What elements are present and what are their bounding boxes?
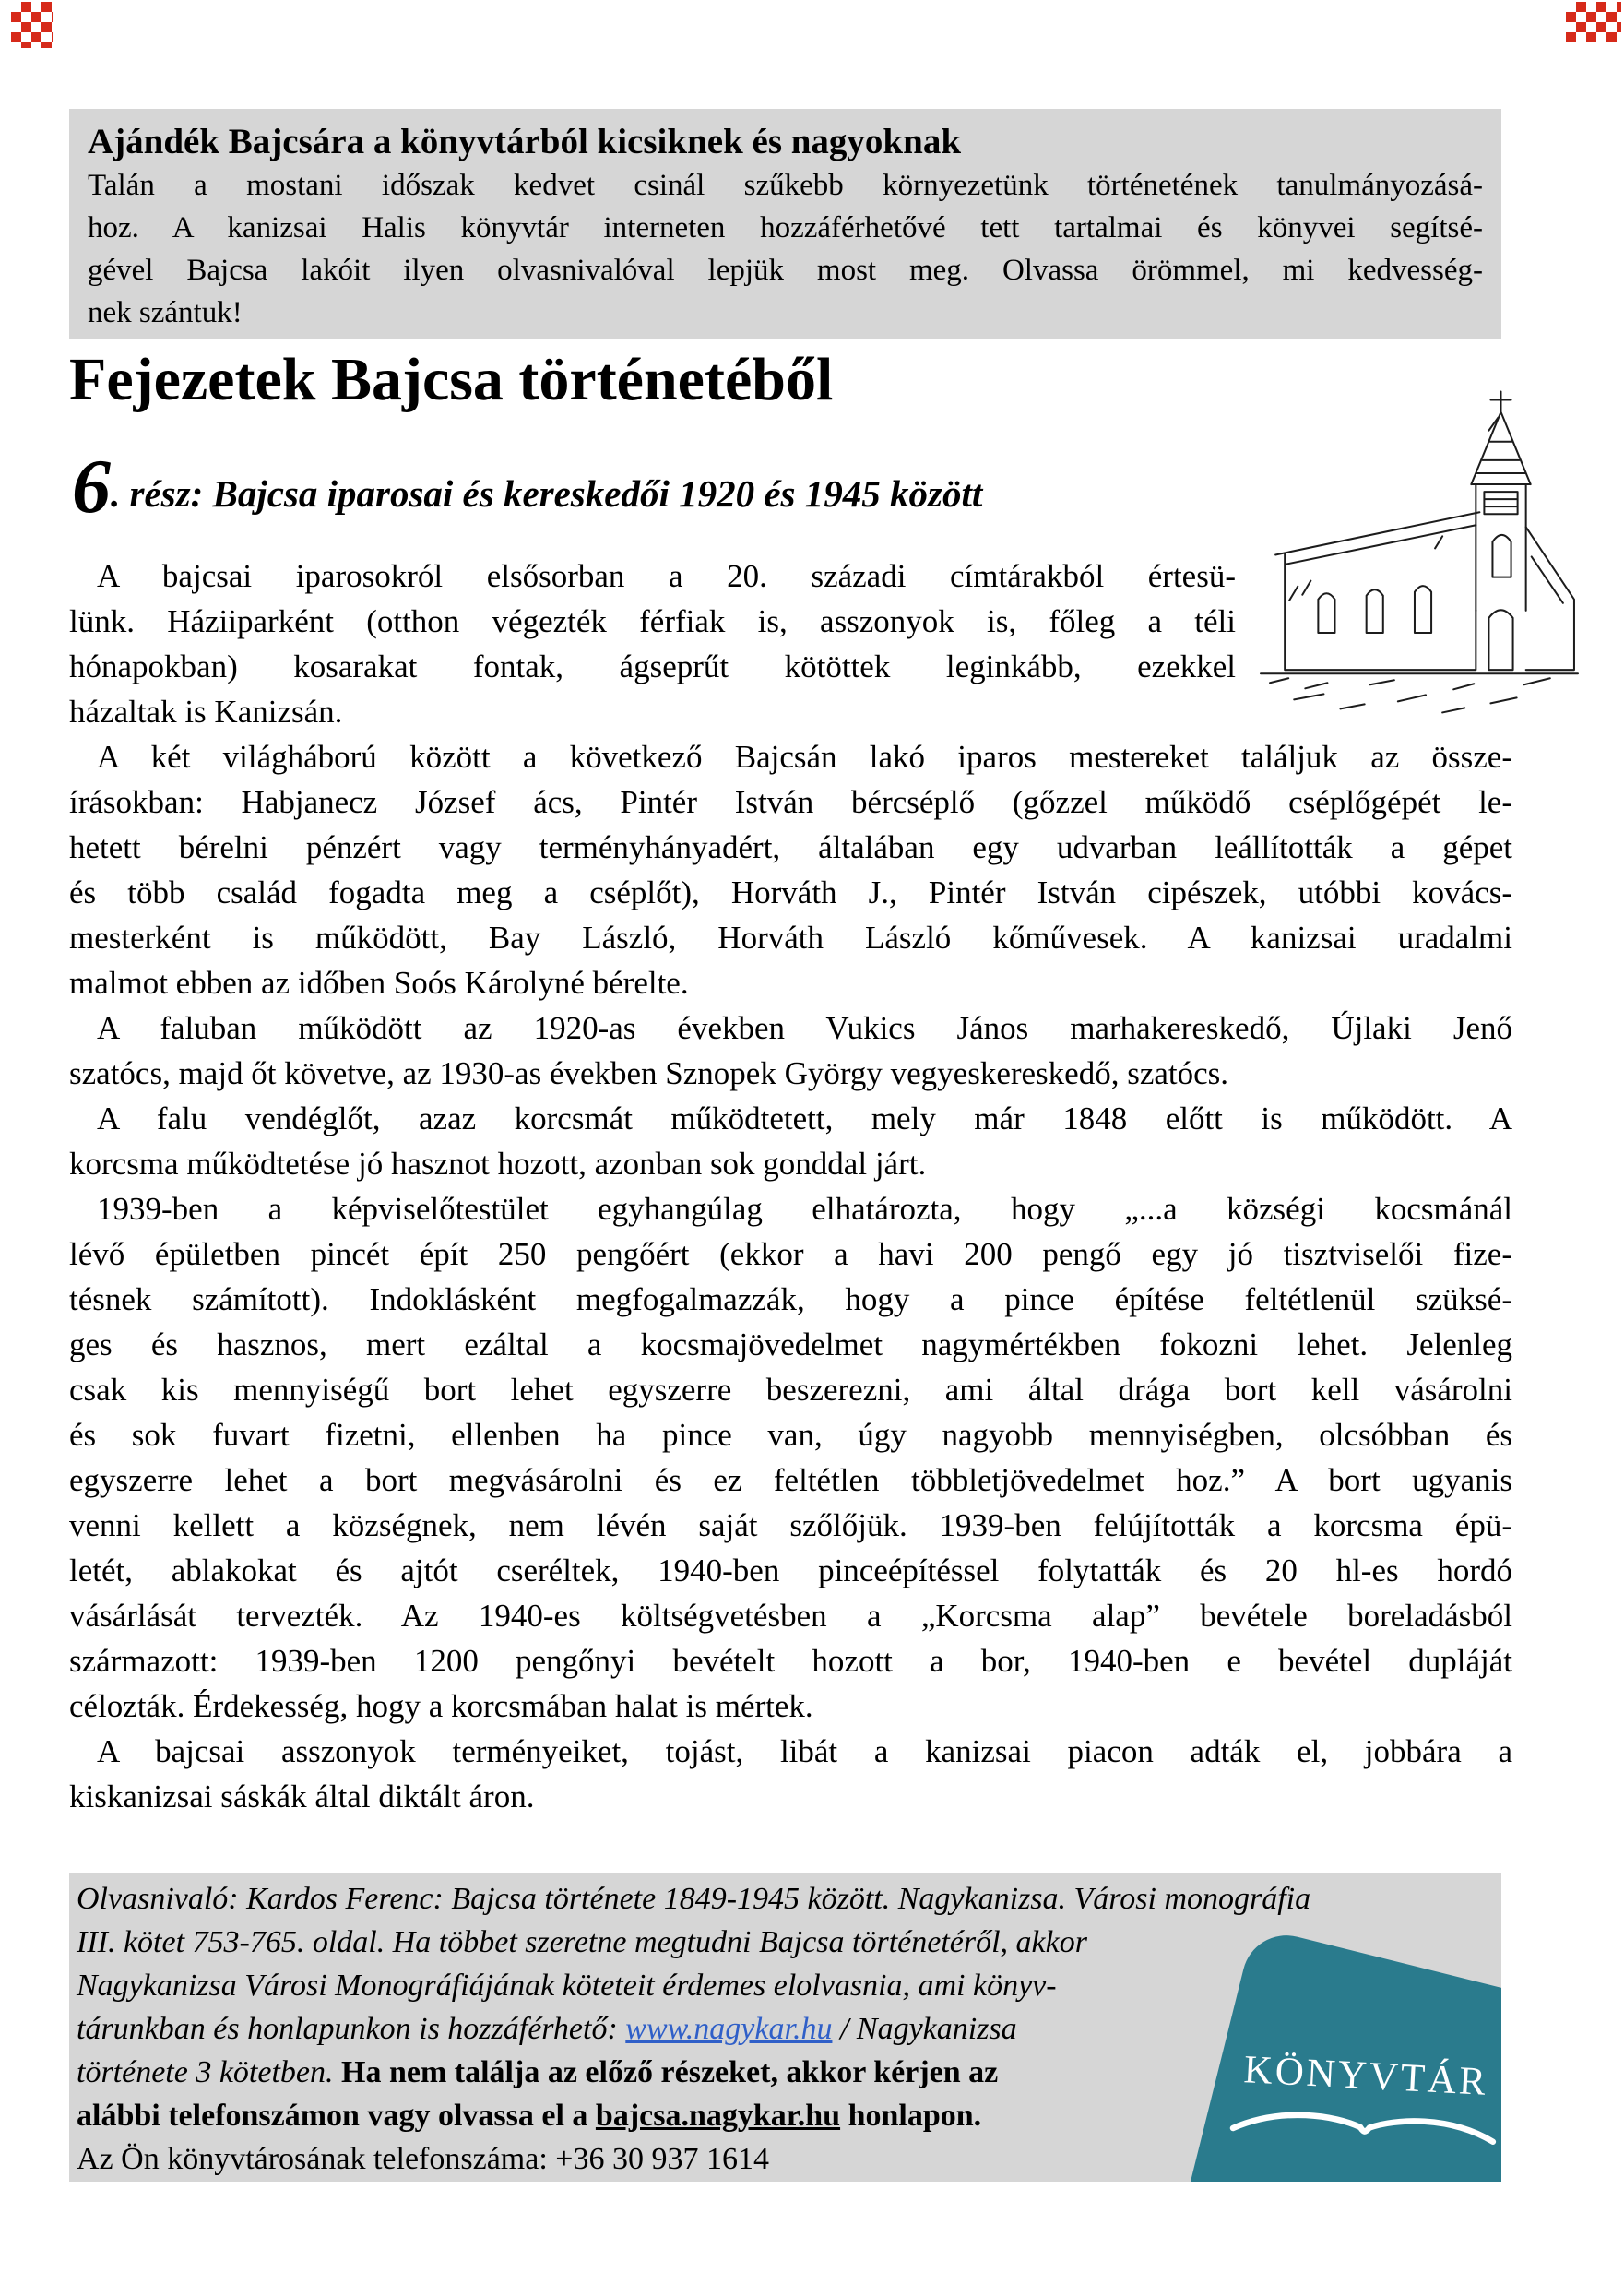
paragraph-1: A bajcsai iparosokról elsősorban a 20. századi címtárakból értesü- lünk. Háziiparként (otthon végezték férfiak is, asszonyok is, főleg a téli hónapokban) kosarakat fontak, ágseprűt kötöttek leginkább, ezekkel házaltak is Kanizsán. bbox=[69, 558, 1236, 730]
paragraph-4: A falu vendéglőt, azaz korcsmát működtetett, mely már 1848 előtt is működött. A korcsma működtetése jó hasznot hozott, azonban sok gonddal járt. bbox=[69, 1100, 1512, 1182]
article-subtitle bbox=[72, 444, 1225, 529]
intro-text: Talán a mostani időszak kedvet csinál szűkebb környezetünk történetének tanulmányozásá- hoz. A kanizsai Halis könyvtár interneten hozzáférhetővé tett tartalmai és könyvei segítsé- gével Bajcsa lakóit ilyen olvasnivalóval lepjük most meg. Olvassa örömmel, mi kedvesség- nek szántuk! bbox=[88, 169, 1483, 329]
part-number: 6 bbox=[72, 444, 111, 529]
footer-line-6-tail: honlapon. bbox=[840, 2099, 982, 2133]
bajcsa-nagykar-link[interactable]: bajcsa.nagykar.hu bbox=[595, 2099, 841, 2133]
footer-line-6-text: alábbi telefonszámon vagy olvassa el a bbox=[77, 2099, 596, 2133]
librarian-phone-line: Az Ön könyvtárosának telefonszáma: +36 30 937 1614 bbox=[77, 2142, 769, 2176]
footer-line-5-italic: története 3 kötetben. bbox=[77, 2055, 342, 2089]
intro-title: Ajándék Bajcsára a könyvtárból kicsiknek és nagyoknak bbox=[88, 122, 962, 161]
footer-line-1: Olvasnivaló: Kardos Ferenc: Bajcsa története 1849-1945 között. Nagykanizsa. Városi monográfia bbox=[77, 1882, 1311, 1916]
paragraph-6: A bajcsai asszonyok terményeiket, tojást, libát a kanizsai piacon adták el, jobbára a kiskanizsai sáskák által diktált áron. bbox=[69, 1733, 1512, 1814]
paragraph-3: A faluban működött az 1920-as években Vukics János marhakereskedő, Újlaki Jenő szatócs, majd őt követve, az 1930-as években Sznopek György vegyeskereskedő, szatócs. bbox=[69, 1010, 1512, 1091]
intro-box bbox=[69, 109, 1501, 339]
footer-line-4-tail: / Nagykanizsa bbox=[832, 2012, 1017, 2046]
footer-line-5 bbox=[77, 2051, 1501, 2094]
article-body bbox=[69, 553, 1512, 1819]
paragraph-5: 1939-ben a képviselőtestület egyhangúlag elhatározta, hogy „...a községi kocsmánál lévő épületben pincét épít 250 pengőért (ekkor a havi 200 pengő egy jó tisztviselői fize- tésnek számított). Indoklásként megfogalmazzák, hogy a pince építése feltétlenül szüksé- ges és hasznos, mert ezáltal a kocsmajövedelmet nagymértékben fokozni lehet. Jelenleg csak kis mennyiségű bort lehet egyszerre beszerezni, ami által drága bort kell vásárolni és sok fuvart fizetni, ellenben ha pince van, úgy nagyobb mennyiségben, olcsóbban és egyszerre lehet a bort megvásárolni és ez feltétlen többletjövedelmet hoz.” A bort ugyanis venni kellett a községnek, nem lévén saját szőlőjük. 1939-ben felújították a korcsma épü- letét, ablakokat és ajtót cseréltek, 1940-ben pinceépítéssel folytatták és 20 hl-es hordó vásárlását tervezték. Az 1940-es költségvetésben a „Korcsma alap” bevétele boreladásból származott: 1939-ben 1200 pengőnyi bevételt hozott a bor, 1940-ben e bevétel dupláját célozták. Érdekesség, hogy a korcsmában halat is mértek. bbox=[69, 1191, 1512, 1724]
footer-line-4 bbox=[77, 2007, 1501, 2051]
footer-line-6 bbox=[77, 2094, 1501, 2137]
footer-line-3: Nagykanizsa Városi Monográfiájának köteteit érdemes elolvasnia, ami könyv- bbox=[77, 1969, 1057, 2003]
scan-artifact-left bbox=[11, 2, 53, 48]
footer-line-2: III. kötet 753-765. oldal. Ha többet szeretne megtudni Bajcsa történetéről, akkor bbox=[77, 1925, 1087, 1959]
footer-line-5-bold: Ha nem találja az előző részeket, akkor kérjen az bbox=[341, 2055, 999, 2089]
paragraph-2: A két világháború között a következő Bajcsán lakó iparos mestereket találjuk az össze- írásokban: Habjanecz József ács, Pintér István bércséplő (gőzzel működő cséplőgépét le- hetett bérelni pénzért vagy terményhányadért, általában egy udvarban leállították a gépet és több család fogadta meg a cséplőt), Horváth J., Pintér István cipészek, utóbbi kovács- mesterként is működött, Bay László, Horváth László kőművesek. A kanizsai uradalmi malmot ebben az időben Soós Károlyné bérelte. bbox=[69, 739, 1512, 1001]
footer-box bbox=[69, 1873, 1501, 2182]
library-logo-label: KÖNYVTÁR bbox=[1242, 2048, 1489, 2104]
part-subtitle-text: . rész: Bajcsa iparosai és kereskedői 1920 és 1945 között bbox=[111, 472, 983, 515]
footer-line-4-text: tárunkban és honlapunkon is hozzáférhető: bbox=[77, 2012, 626, 2046]
scan-artifact-right bbox=[1566, 2, 1621, 42]
article-title: Fejezetek Bajcsa történetéből bbox=[69, 346, 834, 413]
nagykar-link[interactable]: www.nagykar.hu bbox=[625, 2012, 833, 2046]
